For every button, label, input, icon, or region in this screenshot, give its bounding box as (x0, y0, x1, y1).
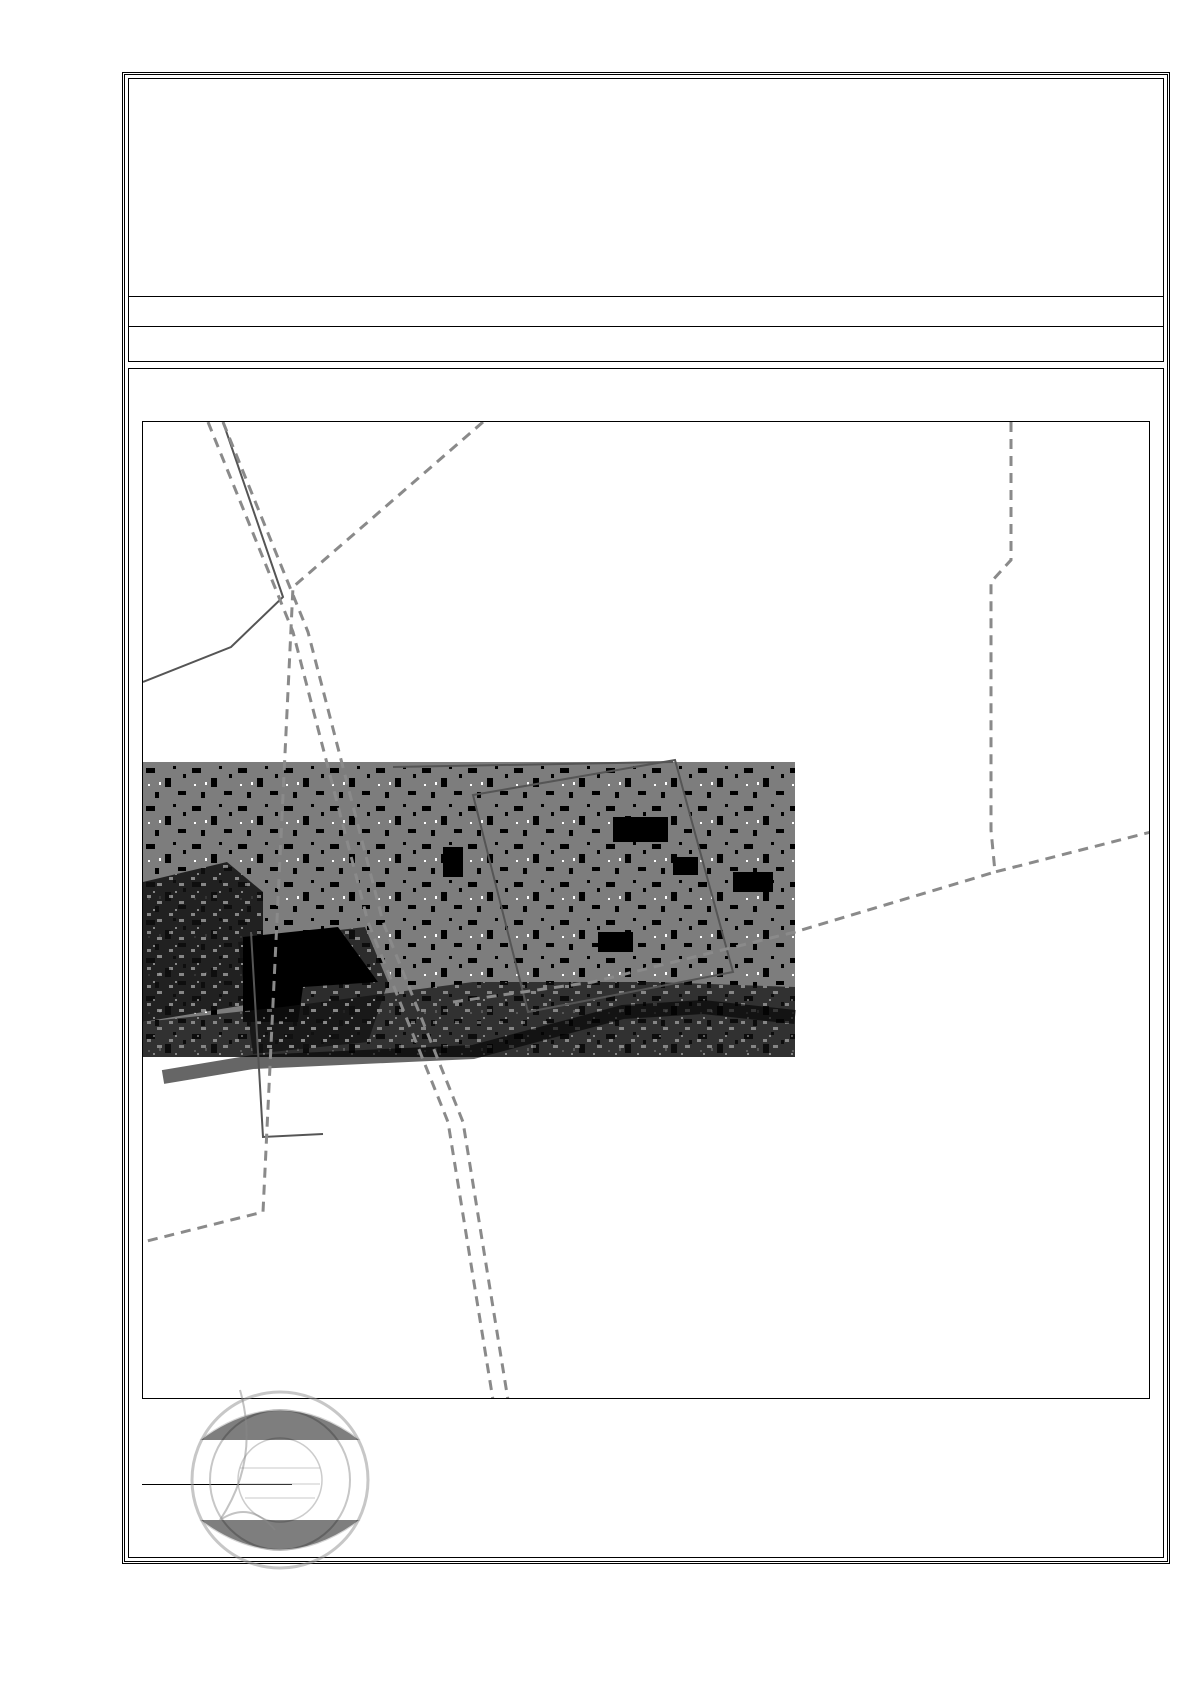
seal-stamp (180, 1380, 380, 1580)
plan-map-svg (143, 422, 1150, 1399)
header-divider (128, 326, 1164, 327)
plan-map (142, 421, 1150, 1399)
object-underline (128, 296, 1164, 297)
orthophoto (143, 762, 795, 1087)
header-box (128, 78, 1164, 362)
